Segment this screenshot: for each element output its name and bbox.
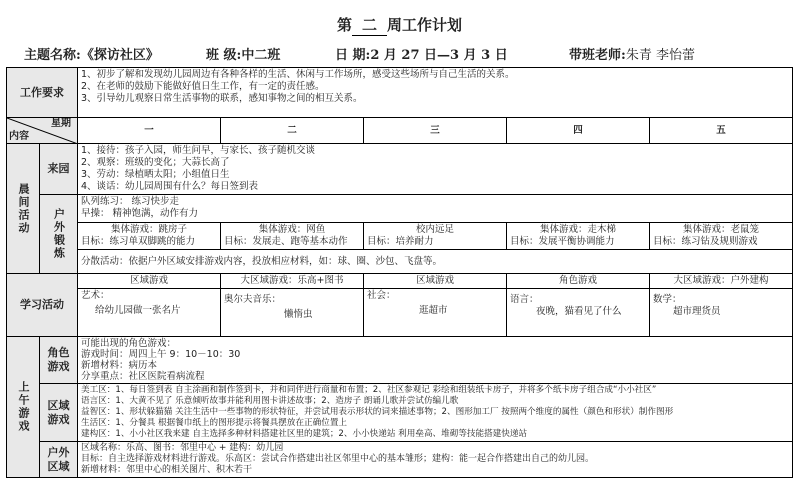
drill-text: 队列练习： 练习快步走 早操： 精神饱满，动作有力 <box>78 195 793 223</box>
learning-cell-friday: 数学： 超市理货员 <box>650 289 793 337</box>
outdoor-game-monday: 集体游戏：跳房子 目标：练习单双脚跳的能力 <box>78 223 221 250</box>
learning-label: 学习活动 <box>7 274 78 337</box>
learning-head-friday: 大区域游戏：户外建构 <box>650 274 793 289</box>
theme-meta: 主题名称:《探访社区》 <box>24 48 159 63</box>
outdoor-exercise-label: 户外锻炼 <box>40 195 78 274</box>
day-monday: 一 <box>78 118 221 144</box>
outdoor-game-tuesday: 集体游戏：网鱼 目标：发展走、跑等基本动作 <box>221 223 364 250</box>
arrival-text: 1、接待：孩子入园，师生问早，与家长、孩子随机交谈 2、观察：班级的变化；大蒜长高了 3、劳动：绿植晒太阳；小组值日生 4、谈话：幼儿园周围有什么？每日签到表 <box>78 144 793 195</box>
area-play-label: 区域游戏 <box>40 384 78 442</box>
day-thursday: 四 <box>507 118 650 144</box>
learning-cell-tuesday: 奥尔夫音乐： 懒惰虫 <box>221 289 364 337</box>
outdoor-game-wednesday: 校内远足 目标：培养耐力 <box>364 223 507 250</box>
learning-cell-wednesday: 社会： 逛超市 <box>364 289 507 337</box>
outdoor-area-text: 区域名称：乐高、图书：邻里中心 + 建构：幼儿园 目标：自主选择游戏材料进行游戏。乐高区：尝试合作搭建出社区邻里中心的基本雏形；建构：能一起合作搭建出自己的幼儿园。 新增材料：邻里中心的相关图片、积木若干 <box>78 442 793 478</box>
outdoor-game-friday: 集体游戏：老鼠笼 目标：练习钻及规则游戏 <box>650 223 793 250</box>
page-title: 第 二 周工作计划 <box>336 16 463 34</box>
teacher-meta: 带班老师:朱青 李怡蕾 <box>569 48 695 63</box>
week-number: 二 <box>352 14 387 36</box>
class-meta: 班 级:中二班 <box>206 48 281 63</box>
learning-head-tuesday: 大区域游戏：乐高+图书 <box>221 274 364 289</box>
weekly-plan-table <box>6 67 793 478</box>
learning-cell-thursday: 语言： 夜晚，猫看见了什么 <box>507 289 650 337</box>
learning-head-wednesday: 区域游戏 <box>364 274 507 289</box>
header-corner: 星期 内容 <box>7 118 78 144</box>
free-play-text: 分散活动：依据户外区域安排游戏内容，投放相应材料，如：球、圈、沙包、飞盘等。 <box>78 250 793 274</box>
learning-cell-monday: 艺术： 给幼儿园做一张名片 <box>78 289 221 337</box>
requirements-label: 工作要求 <box>7 68 78 118</box>
role-play-label: 角色游戏 <box>40 337 78 384</box>
area-play-text: 美工区：1、每日签到表 自主涂画和制作签到卡，并和同伴进行商量和布置；2、社区参观记 彩绘和组装纸卡房子，并将多个纸卡房子组合成“小小社区” 语言区：1、大黄不见了 乐意倾听故事并能利用图卡讲述故事；2、造房子 朗诵儿歌并尝试仿编儿歌 益智区：1、形状躲猫猫 关注生活中一些事物的形状特征，并尝试用表示形状的词来描述事物；2、图形加工厂 按照两个维度的属性（颜色和形状）制作图形 生活区：1、分餐具 根据餐巾纸上的图形提示将餐具摆放在正确位置上 建构区：1、小小社区我来建 自主选择多种材料搭建社区里的建筑；2、小小快递站 利用垒高、堆砌等技能搭建快递站 <box>78 384 793 442</box>
day-friday: 五 <box>650 118 793 144</box>
forenoon-label: 上午游戏 <box>7 337 40 478</box>
date-meta: 日 期:2 月 27 日—3 月 3 日 <box>335 48 508 63</box>
role-play-text: 可能出现的角色游戏： 游戏时间：周四上午 9：10－10：30 新增材料：病历本 分享重点：社区医院看病流程 <box>78 337 793 384</box>
day-wednesday: 三 <box>364 118 507 144</box>
requirements-text: 1、初步了解和发现幼儿园周边有各种各样的生活、休闲与工作场所，感受这些场所与自己生活的关系。 2、在老师的鼓励下能做好值日生工作，有一定的责任感。 3、引导幼儿观察日常生活事物的联系，感知事物之间的相互关系。 <box>78 68 793 118</box>
morning-label: 晨间活动 <box>7 144 40 274</box>
learning-head-monday: 区域游戏 <box>78 274 221 289</box>
outdoor-area-label: 户外区域 <box>40 442 78 478</box>
learning-head-thursday: 角色游戏 <box>507 274 650 289</box>
day-tuesday: 二 <box>221 118 364 144</box>
arrival-label: 来园 <box>40 144 78 195</box>
outdoor-game-thursday: 集体游戏：走木梯 目标：发展平衡协调能力 <box>507 223 650 250</box>
